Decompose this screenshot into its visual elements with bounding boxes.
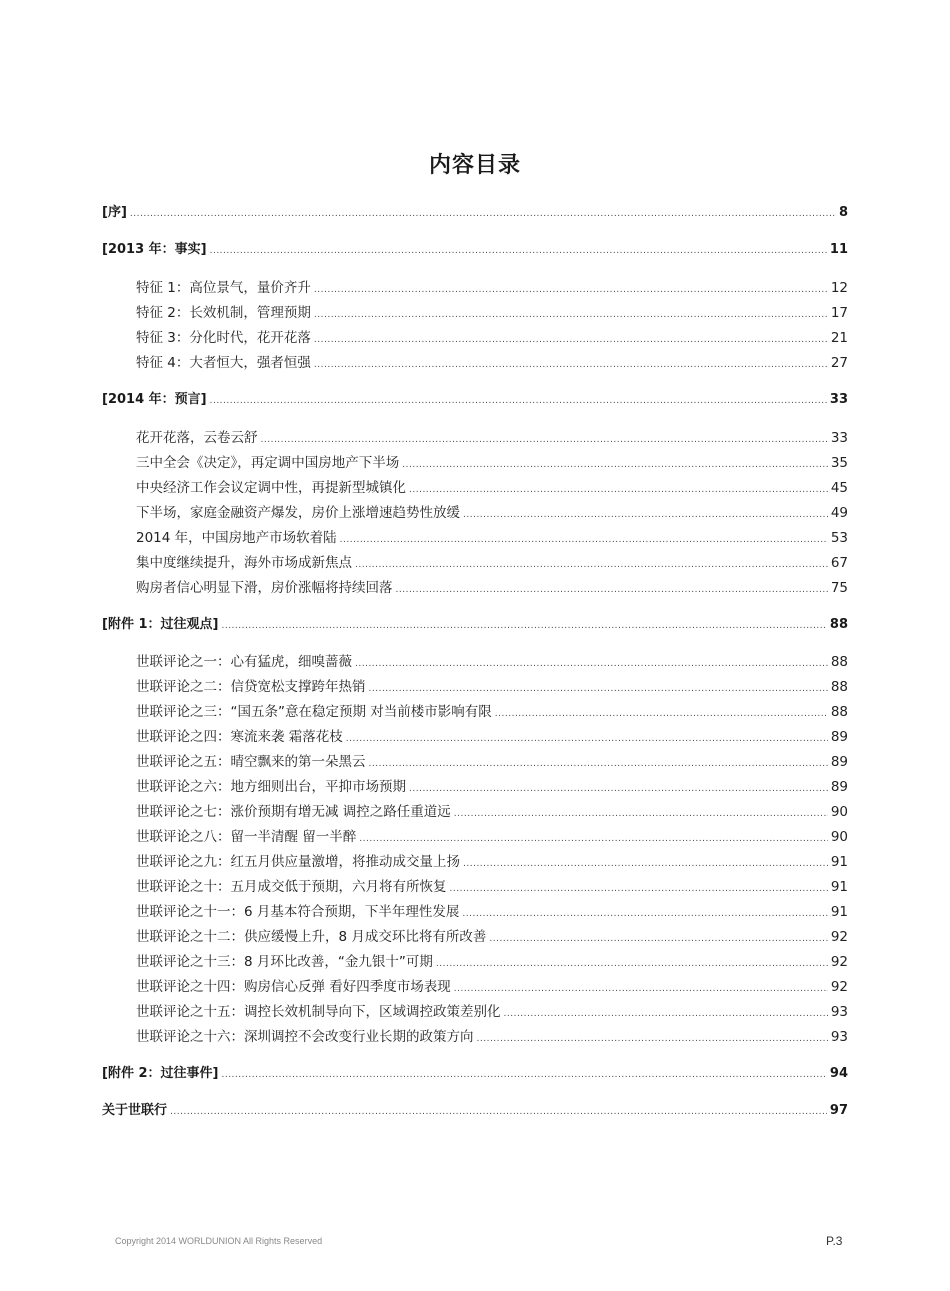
toc-entry-label: [序] [102, 205, 127, 220]
toc-entry-label: [附件 2：过往事件] [102, 1066, 219, 1081]
toc-entry-page: 35 [830, 455, 848, 471]
toc-entry-page: 97 [829, 1103, 848, 1118]
toc-entry-2014-forecast[interactable] [102, 390, 848, 410]
toc-entry-page: 67 [830, 555, 848, 571]
toc-entry-page: 92 [830, 979, 848, 995]
toc-leader-dots [346, 729, 828, 749]
toc-entry-page: 27 [830, 355, 848, 371]
toc-entry-page: 8 [838, 205, 848, 220]
toc-entry-label: 购房者信心明显下滑，房价涨幅将持续回落 [136, 580, 393, 596]
toc-entry-about[interactable] [102, 1101, 848, 1121]
toc-entry-page: 92 [830, 954, 848, 970]
toc-entry-page: 11 [829, 242, 848, 257]
toc-entry-label: 特征 2：长效机制，管理预期 [136, 305, 311, 321]
toc-leader-dots [314, 280, 828, 300]
toc-leader-dots [359, 829, 828, 849]
toc-entry-label: [2013 年：事实] [102, 242, 207, 257]
toc-entry-label: 世联评论之九：红五月供应量激增，将推动成交量上扬 [136, 854, 460, 870]
toc-leader-dots [454, 804, 828, 824]
toc-leader-dots [210, 391, 827, 411]
toc-entry-page: 88 [830, 679, 848, 695]
toc-entry-page: 92 [830, 929, 848, 945]
toc-entry-label: 世联评论之一：心有猛虎，细嗅蔷薇 [136, 654, 352, 670]
toc-entry-label: 特征 4：大者恒大，强者恒强 [136, 355, 311, 371]
toc-entry[interactable] [136, 553, 848, 573]
toc-entry-page: 12 [830, 280, 848, 296]
toc-leader-dots [221, 1065, 826, 1085]
toc-entry-page: 91 [830, 854, 848, 870]
toc-entry-feature-3[interactable] [136, 328, 848, 348]
toc-entry-label: 关于世联行 [102, 1103, 168, 1118]
toc-entry-label: 世联评论之二：信贷宽松支撑跨年热销 [136, 679, 366, 695]
toc-leader-dots [221, 616, 826, 636]
toc-entry-page: 88 [829, 617, 848, 632]
toc-leader-dots [355, 555, 828, 575]
toc-entry[interactable] [136, 927, 848, 947]
toc-entry[interactable] [136, 652, 848, 672]
toc-entry[interactable] [136, 802, 848, 822]
toc-entry[interactable] [136, 428, 848, 448]
toc-entry-label: 世联评论之八：留一半清醒 留一半醉 [136, 829, 357, 845]
toc-entry-appendix-1[interactable] [102, 615, 848, 635]
toc-entry-page: 33 [829, 392, 848, 407]
toc-entry-page: 89 [830, 779, 848, 795]
toc-leader-dots [495, 704, 828, 724]
footer-copyright: Copyright 2014 WORLDUNION All Rights Reserved [115, 1236, 323, 1246]
toc-entry-page: 90 [830, 804, 848, 820]
toc-entry-page: 88 [830, 654, 848, 670]
toc-leader-dots [314, 355, 828, 375]
toc-entry-page: 89 [830, 729, 848, 745]
toc-entry[interactable] [136, 453, 848, 473]
toc-entry-page: 49 [830, 505, 848, 521]
toc-leader-dots [402, 455, 828, 475]
toc-entry-page: 91 [830, 904, 848, 920]
toc-leader-dots [396, 580, 828, 600]
toc-entry-label: 世联评论之四：寒流来袭 霜落花枝 [136, 729, 343, 745]
toc-entry[interactable] [136, 677, 848, 697]
toc-leader-dots [409, 779, 828, 799]
toc-entry-label: 中央经济工作会议定调中性，再提新型城镇化 [136, 480, 406, 496]
toc-entry-label: 三中全会《决定》，再定调中国房地产下半场 [136, 455, 400, 471]
toc-leader-dots [314, 330, 828, 350]
toc-entry-label: 下半场，家庭金融资产爆发，房价上涨增速趋势性放缓 [136, 505, 460, 521]
toc-entry-page: 94 [829, 1066, 848, 1081]
toc-entry[interactable] [136, 478, 848, 498]
toc-entry[interactable] [136, 827, 848, 847]
toc-entry-label: 世联评论之五：晴空飘来的第一朵黑云 [136, 754, 366, 770]
toc-leader-dots [436, 954, 828, 974]
toc-entry-appendix-2[interactable] [102, 1064, 848, 1084]
toc-leader-dots [463, 505, 828, 525]
toc-entry-feature-1[interactable] [136, 278, 848, 298]
toc-entry-page: 45 [830, 480, 848, 496]
toc-entry-label: 世联评论之十二：供应缓慢上升，8 月成交环比将有所改善 [136, 929, 487, 945]
toc-entry-page: 90 [830, 829, 848, 845]
footer-page-number: P.3 [826, 1234, 843, 1248]
toc-entry-feature-4[interactable] [136, 353, 848, 373]
toc-leader-dots [489, 929, 827, 949]
toc-entry-label: 世联评论之十四：购房信心反弹 看好四季度市场表现 [136, 979, 451, 995]
toc-entry-label: 2014 年，中国房地产市场软着陆 [136, 530, 337, 546]
toc-entry-page: 88 [830, 704, 848, 720]
toc-leader-dots [409, 480, 828, 500]
toc-entry-label: [2014 年：预言] [102, 392, 207, 407]
toc-entry[interactable] [136, 902, 848, 922]
toc-entry-2013-facts[interactable] [102, 240, 848, 260]
toc-entry[interactable] [136, 952, 848, 972]
toc-entry-label: 世联评论之七：涨价预期有增无减 调控之路任重道远 [136, 804, 451, 820]
toc-entry-label: [附件 1：过往观点] [102, 617, 219, 632]
toc-leader-dots [170, 1102, 827, 1122]
toc-leader-dots [314, 305, 828, 325]
toc-leader-dots [477, 1029, 828, 1049]
toc-entry[interactable] [136, 977, 848, 997]
toc-leader-dots [463, 854, 828, 874]
toc-leader-dots [340, 530, 828, 550]
toc-entry-label: 世联评论之十三：8 月环比改善，“金九银十”可期 [136, 954, 433, 970]
toc-entry[interactable] [136, 528, 848, 548]
toc-leader-dots [261, 430, 828, 450]
toc-leader-dots [450, 879, 828, 899]
toc-entry-page: 17 [830, 305, 848, 321]
page-title: 内容目录 [428, 153, 521, 178]
toc-entry[interactable] [136, 727, 848, 747]
toc-entry-page: 91 [830, 879, 848, 895]
toc-entry-page: 53 [830, 530, 848, 546]
toc-entry-preface[interactable] [102, 203, 848, 223]
toc-leader-dots [210, 241, 827, 261]
toc-entry-label: 世联评论之十六：深圳调控不会改变行业长期的政策方向 [136, 1029, 474, 1045]
toc-entry[interactable] [136, 777, 848, 797]
toc-entry-page: 33 [830, 430, 848, 446]
toc-entry-page: 93 [830, 1004, 848, 1020]
toc-entry[interactable] [136, 702, 848, 722]
toc-entry[interactable] [136, 877, 848, 897]
toc-entry[interactable] [136, 1002, 848, 1022]
toc-entry[interactable] [136, 503, 848, 523]
toc-entry-label: 集中度继续提升，海外市场成新焦点 [136, 555, 352, 571]
toc-entry-label: 世联评论之十一：6 月基本符合预期，下半年理性发展 [136, 904, 460, 920]
toc-entry-label: 世联评论之十五：调控长效机制导向下，区域调控政策差别化 [136, 1004, 501, 1020]
toc-entry[interactable] [136, 852, 848, 872]
toc-leader-dots [369, 754, 828, 774]
toc-entry-label: 特征 3：分化时代，花开花落 [136, 330, 311, 346]
toc-entry-label: 世联评论之三：“国五条”意在稳定预期 对当前楼市影响有限 [136, 704, 492, 720]
toc-entry-page: 75 [830, 580, 848, 596]
toc-entry-page: 93 [830, 1029, 848, 1045]
toc-leader-dots [462, 904, 827, 924]
toc-leader-dots [130, 204, 836, 224]
toc-entry-page: 21 [830, 330, 848, 346]
toc-leader-dots [454, 979, 828, 999]
toc-entry-label: 特征 1：高位景气，量价齐升 [136, 280, 311, 296]
toc-entry[interactable] [136, 578, 848, 598]
toc-entry[interactable] [136, 752, 848, 772]
toc-entry-label: 花开花落，云卷云舒 [136, 430, 258, 446]
toc-leader-dots [369, 679, 828, 699]
toc-entry-label: 世联评论之六：地方细则出台，平抑市场预期 [136, 779, 406, 795]
toc-entry-page: 89 [830, 754, 848, 770]
toc-entry-feature-2[interactable] [136, 303, 848, 323]
toc-leader-dots [504, 1004, 828, 1024]
toc-leader-dots [355, 654, 828, 674]
toc-entry-label: 世联评论之十：五月成交低于预期，六月将有所恢复 [136, 879, 447, 895]
toc-entry[interactable] [136, 1027, 848, 1047]
